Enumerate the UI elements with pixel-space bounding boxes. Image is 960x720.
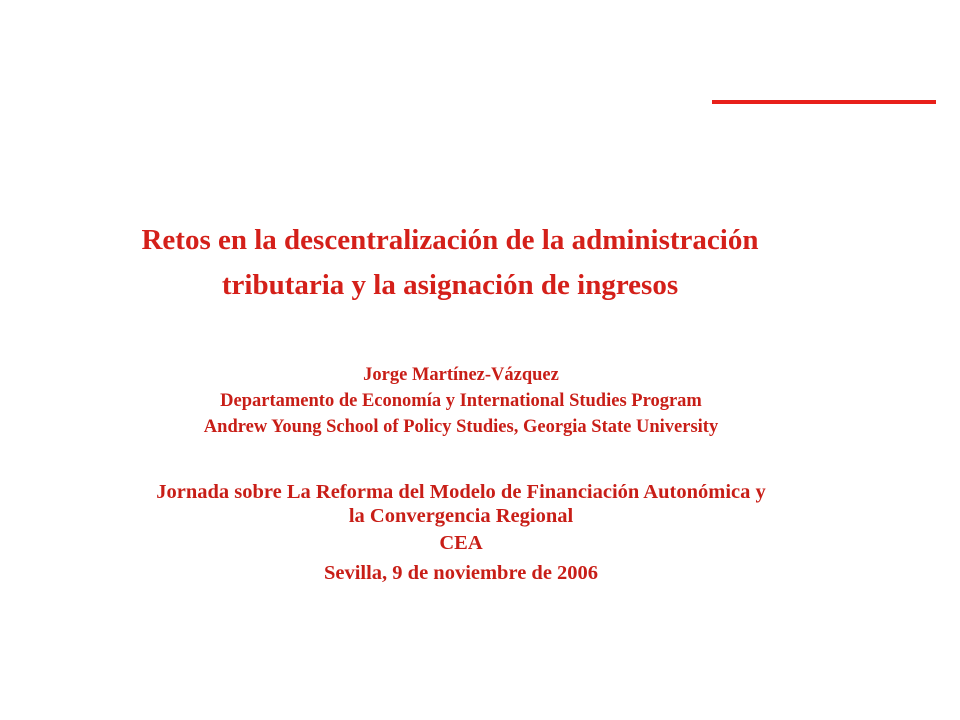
- slide-title: [0, 218, 900, 308]
- author-name: Jorge Martínez-Vázquez: [363, 365, 559, 385]
- affiliation-line-1: Departamento de Economía y International Studies Program: [220, 391, 702, 411]
- author-block: [0, 362, 922, 440]
- place-date: Sevilla, 9 de noviembre de 2006: [323, 562, 599, 584]
- affiliation-line-2: Andrew Young School of Policy Studies, Georgia State University: [203, 417, 719, 437]
- event-line-1: Jornada sobre La Reforma del Modelo de Financiación Autonómica y: [156, 481, 766, 503]
- organizer: CEA: [439, 532, 483, 554]
- title-line-2: tributaria y la asignación de ingresos: [221, 269, 679, 301]
- title-line-1: Retos en la descentralización de la administración: [141, 224, 759, 256]
- accent-rule: [712, 100, 936, 104]
- event-line-2: la Convergencia Regional: [348, 505, 574, 527]
- event-block: [0, 480, 922, 588]
